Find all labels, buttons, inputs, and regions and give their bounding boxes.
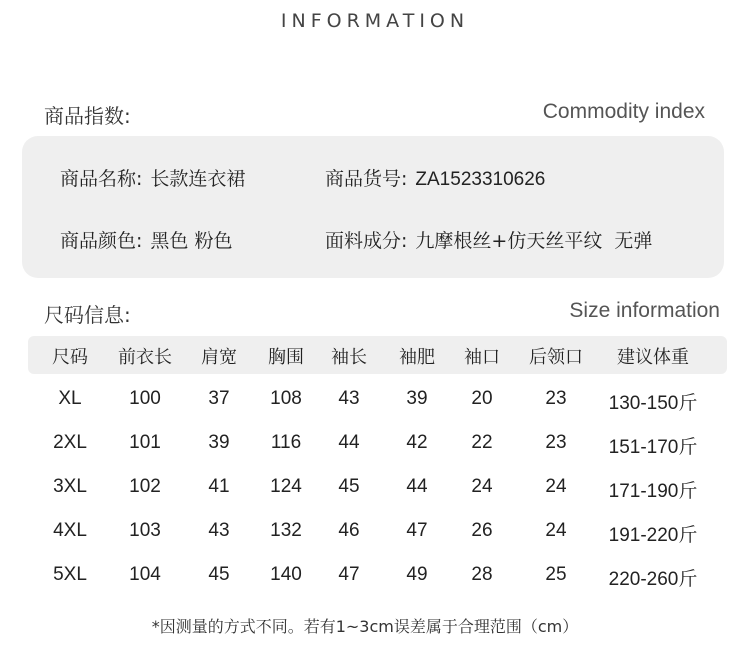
product-fabric-line bbox=[325, 226, 652, 253]
size-table-cell: 100 bbox=[129, 388, 161, 409]
size-table-cell: 37 bbox=[208, 388, 230, 409]
product-color-line bbox=[60, 226, 232, 253]
size-table-cell: 23 bbox=[545, 388, 567, 409]
product-color-label: 商品颜色: bbox=[60, 230, 143, 252]
size-table-cell: 102 bbox=[129, 476, 161, 497]
product-name-line bbox=[60, 164, 245, 191]
size-heading-cn: 尺码信息: bbox=[44, 303, 131, 327]
size-table-cell: 220-260斤 bbox=[608, 569, 698, 590]
product-code-value: ZA1523310626 bbox=[415, 169, 546, 190]
size-table-cell: 43 bbox=[208, 520, 230, 541]
page-title: INFORMATION bbox=[280, 10, 470, 32]
size-table-cell: 151-170斤 bbox=[608, 437, 698, 458]
size-table-column-header: 袖长 bbox=[331, 347, 367, 368]
size-table-cell: 46 bbox=[338, 520, 360, 541]
size-table-cell: 140 bbox=[270, 564, 302, 585]
size-table-cell: 39 bbox=[406, 388, 428, 409]
size-table-cell: 104 bbox=[129, 564, 161, 585]
size-table-column-header: 袖肥 bbox=[399, 347, 435, 368]
size-table-cell: 45 bbox=[208, 564, 230, 585]
commodity-info-box bbox=[22, 136, 724, 278]
measurement-note: *因测量的方式不同。若有1~3cm误差属于合理范围（cm） bbox=[151, 617, 579, 636]
size-table-cell: 108 bbox=[270, 388, 302, 409]
size-table-cell: 116 bbox=[270, 432, 302, 453]
size-table-cell: 26 bbox=[471, 520, 493, 541]
size-table-cell: 49 bbox=[406, 564, 428, 585]
size-table-column-header: 后领口 bbox=[529, 347, 583, 368]
size-table-cell: 3XL bbox=[53, 476, 87, 497]
size-table-cell: 24 bbox=[471, 476, 493, 497]
size-table-cell: 41 bbox=[208, 476, 230, 497]
commodity-section-header bbox=[44, 100, 705, 130]
product-color-value: 黑色 粉色 bbox=[150, 230, 233, 252]
size-table-cell: 28 bbox=[471, 564, 493, 585]
size-table-cell: 43 bbox=[338, 388, 360, 409]
product-code-line bbox=[325, 164, 545, 191]
size-table-cell: 132 bbox=[270, 520, 302, 541]
product-code-label: 商品货号: bbox=[325, 168, 408, 190]
size-table-column-header: 尺码 bbox=[52, 347, 88, 368]
size-table-cell: 44 bbox=[338, 432, 360, 453]
size-table-cell: XL bbox=[58, 388, 82, 409]
size-table-cell: 2XL bbox=[53, 432, 87, 453]
size-table-cell: 24 bbox=[545, 476, 567, 497]
size-table-cell: 5XL bbox=[53, 564, 87, 585]
size-table-column-header: 袖口 bbox=[464, 347, 500, 368]
size-table-cell: 25 bbox=[545, 564, 567, 585]
size-table-cell: 103 bbox=[129, 520, 161, 541]
size-table-cell: 45 bbox=[338, 476, 360, 497]
size-table-cell: 47 bbox=[406, 520, 428, 541]
size-table-cell: 20 bbox=[471, 388, 493, 409]
size-table-cell: 42 bbox=[406, 432, 428, 453]
size-table-column-header: 肩宽 bbox=[201, 347, 237, 368]
product-fabric-value: 九摩根丝+仿天丝平纹 无弹 bbox=[415, 230, 653, 252]
size-table-cell: 24 bbox=[545, 520, 567, 541]
size-table-cell: 47 bbox=[338, 564, 360, 585]
size-section-header bbox=[44, 299, 720, 329]
product-name-label: 商品名称: bbox=[60, 168, 143, 190]
size-table-column-header: 前衣长 bbox=[118, 347, 172, 368]
size-table-cell: 124 bbox=[270, 476, 302, 497]
size-table-cell: 4XL bbox=[53, 520, 87, 541]
size-table-cell: 171-190斤 bbox=[608, 481, 698, 502]
size-table-column-header: 胸围 bbox=[268, 347, 304, 368]
size-heading-en: Size information bbox=[569, 299, 720, 322]
commodity-heading-en: Commodity index bbox=[542, 100, 705, 123]
product-fabric-label: 面料成分: bbox=[325, 230, 408, 252]
size-table-cell: 39 bbox=[208, 432, 230, 453]
size-table-cell: 23 bbox=[545, 432, 567, 453]
commodity-heading-cn: 商品指数: bbox=[44, 104, 131, 128]
size-table-cell: 130-150斤 bbox=[608, 393, 698, 414]
size-table-cell: 191-220斤 bbox=[608, 525, 698, 546]
size-table-cell: 22 bbox=[471, 432, 493, 453]
size-table-column-header: 建议体重 bbox=[617, 347, 689, 368]
size-table-cell: 101 bbox=[129, 432, 161, 453]
size-table-cell: 44 bbox=[406, 476, 428, 497]
product-name-value: 长款连衣裙 bbox=[150, 168, 246, 190]
